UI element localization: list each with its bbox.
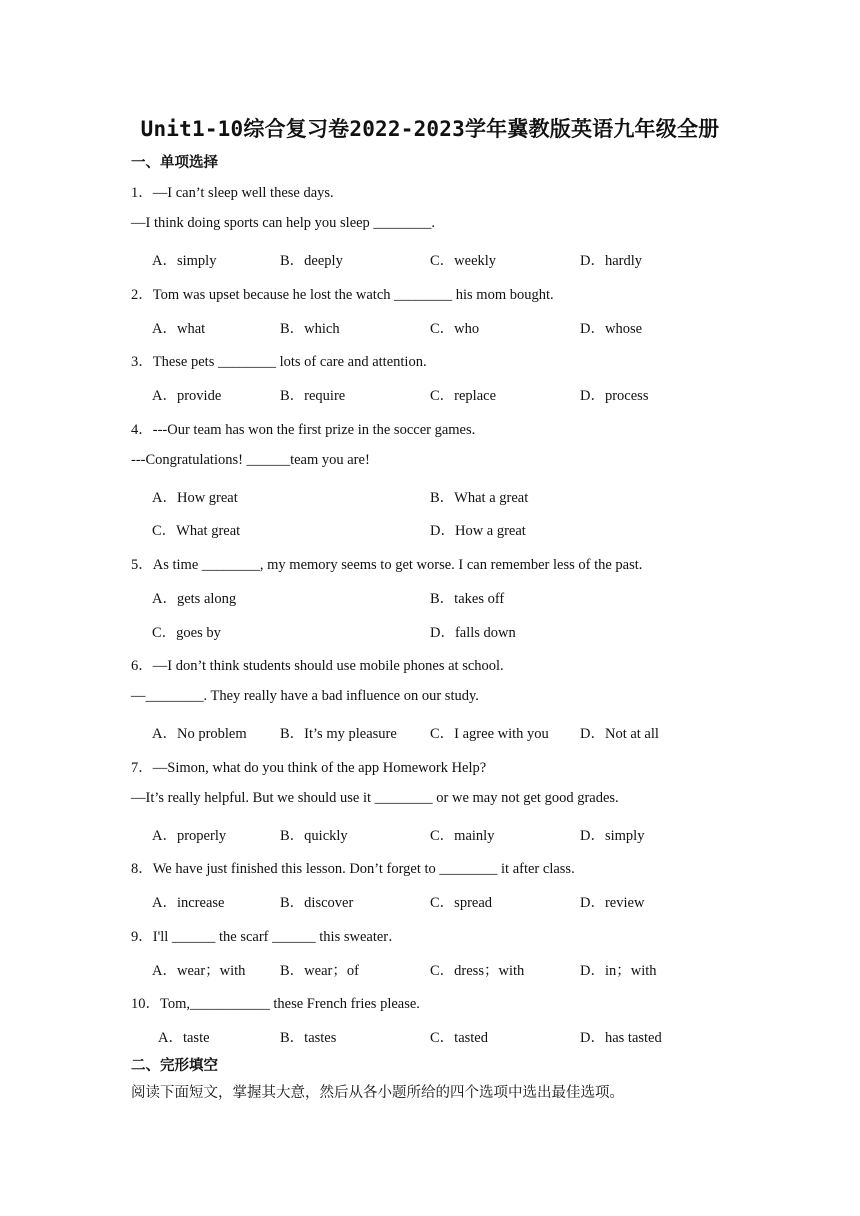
question-5-option-c: C．goes by xyxy=(152,625,221,641)
question-2-stem: 2．Tom was upset because he lost the watch ________ his mom bought. xyxy=(131,287,554,303)
question-1-stem: 1．—I can’t sleep well these days. xyxy=(131,185,334,201)
question-9-option-d: D．in；with xyxy=(580,963,657,979)
question-2-option-c: C．who xyxy=(430,321,480,337)
question-3-option-c: C．replace xyxy=(430,388,497,404)
question-3-stem: 3．These pets ________ lots of care and attention. xyxy=(131,354,427,370)
question-4-option-a: A．How great xyxy=(152,490,238,506)
question-6-option-d: D．Not at all xyxy=(580,726,659,742)
question-7-option-a: A．properly xyxy=(152,828,227,844)
question-8-option-a: A．increase xyxy=(152,895,225,911)
cloze-instructions: 阅读下面短文，掌握其大意，然后从各小题所给的四个选项中选出最佳选项。 xyxy=(131,1085,624,1101)
question-6-option-a: A．No problem xyxy=(152,726,247,742)
question-6-option-b: B．It’s my pleasure xyxy=(280,726,397,742)
question-1-option-c: C．weekly xyxy=(430,253,497,269)
question-4-stem: 4．---Our team has won the first prize in the soccer games. xyxy=(131,422,476,438)
question-3-option-d: D．process xyxy=(580,388,649,404)
question-5-stem: 5．As time ________, my memory seems to get worse. I can remember less of the past. xyxy=(131,557,643,573)
question-4-option-d: D．How a great xyxy=(430,523,526,539)
question-3-option-b: B．require xyxy=(280,388,346,404)
question-10-option-a: A．taste xyxy=(158,1030,210,1046)
question-6-stem-reply: —________. They really have a bad influence on our study. xyxy=(131,688,479,704)
question-1-option-d: D．hardly xyxy=(580,253,643,269)
question-2-option-a: A．what xyxy=(152,321,206,337)
question-5-option-d: D．falls down xyxy=(430,625,516,641)
question-9-option-b: B．wear；of xyxy=(280,963,359,979)
question-10-stem: 10．Tom,___________ these French fries please. xyxy=(131,996,420,1012)
document-title: Unit1-10综合复习卷2022-2023学年冀教版英语九年级全册 xyxy=(140,117,720,141)
question-7-stem: 7．—Simon, what do you think of the app Homework Help? xyxy=(131,760,487,776)
question-10-option-c: C．tasted xyxy=(430,1030,488,1046)
question-6-stem: 6．—I don’t think students should use mobile phones at school. xyxy=(131,658,504,674)
question-1-option-b: B．deeply xyxy=(280,253,343,269)
question-4-option-c: C．What great xyxy=(152,523,241,539)
question-8-option-d: D．review xyxy=(580,895,645,911)
question-9-option-a: A．wear；with xyxy=(152,963,246,979)
question-1-option-a: A．simply xyxy=(152,253,217,269)
question-8-option-b: B．discover xyxy=(280,895,354,911)
section-heading-cloze: 二、完形填空 xyxy=(131,1058,218,1074)
question-6-option-c: C．I agree with you xyxy=(430,726,549,742)
question-10-option-b: B．tastes xyxy=(280,1030,337,1046)
question-3-option-a: A．provide xyxy=(152,388,222,404)
question-1-stem-reply: —I think doing sports can help you sleep ________. xyxy=(131,215,436,231)
question-7-option-c: C．mainly xyxy=(430,828,495,844)
question-5-option-a: A．gets along xyxy=(152,591,237,607)
question-8-stem: 8．We have just finished this lesson. Don’t forget to ________ it after class. xyxy=(131,861,575,877)
question-7-stem-reply: —It’s really helpful. But we should use it ________ or we may not get good grades. xyxy=(131,790,619,806)
question-8-option-c: C．spread xyxy=(430,895,493,911)
question-7-option-d: D．simply xyxy=(580,828,645,844)
question-2-option-d: D．whose xyxy=(580,321,643,337)
question-4-stem-reply: ---Congratulations! ______team you are! xyxy=(131,452,370,468)
question-5-option-b: B．takes off xyxy=(430,591,505,607)
question-4-option-b: B．What a great xyxy=(430,490,529,506)
section-heading-single-choice: 一、单项选择 xyxy=(131,155,218,171)
question-9-stem: 9．I'll ______ the scarf ______ this sweater． xyxy=(131,929,403,945)
question-2-option-b: B．which xyxy=(280,321,340,337)
question-9-option-c: C．dress；with xyxy=(430,963,525,979)
question-10-option-d: D．has tasted xyxy=(580,1030,662,1046)
question-7-option-b: B．quickly xyxy=(280,828,348,844)
